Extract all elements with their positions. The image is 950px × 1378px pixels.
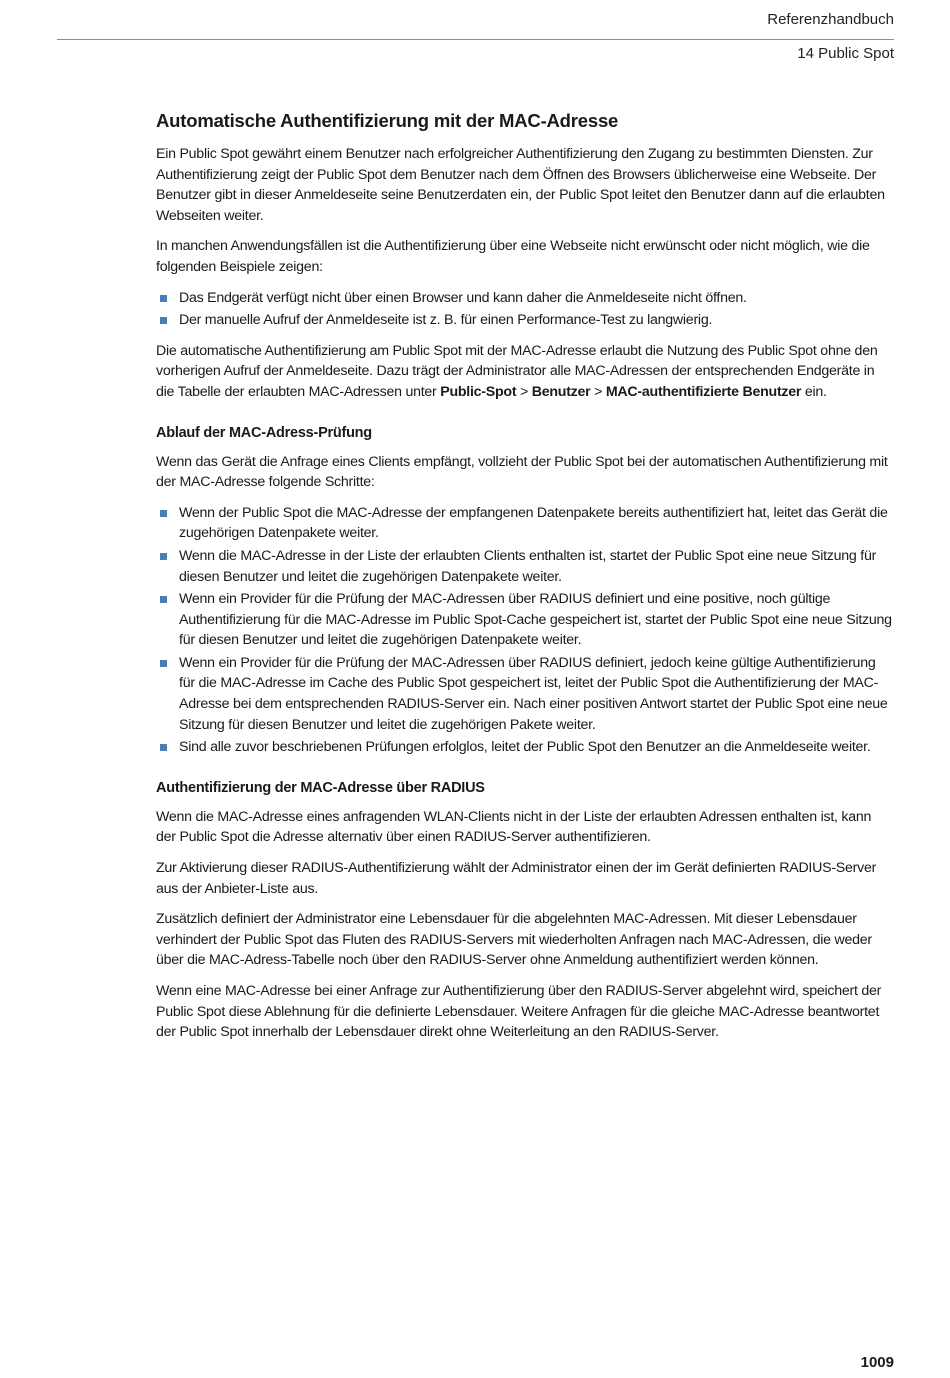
list-item bbox=[156, 310, 894, 331]
page-number: 1009 bbox=[860, 1354, 894, 1371]
list-item bbox=[156, 503, 894, 544]
bullet-icon bbox=[160, 660, 167, 667]
section-title: Automatische Authentifizierung mit der MAC-Adresse bbox=[156, 110, 619, 131]
paragraph-text: Die automatische Authentifizierung am Public Spot mit der MAC-Adresse erlaubt die Nutzung des Public Spot ohne den vorherigen Aufruf der Anmeldeseite. Dazu trägt der Administrator alle MAC-Adressen der entsprechenden Endgeräte in die Tabelle der erlaubten MAC-Adressen unter bbox=[156, 342, 878, 400]
list-item-text: Wenn die MAC-Adresse in der Liste der erlaubten Clients enthalten ist, startet der Public Spot eine neue Sitzung für diesen Benutzer und leitet die zugehörigen Datenpakete weiter. bbox=[179, 547, 877, 585]
path-separator: > bbox=[516, 383, 532, 400]
intro-paragraph-3 bbox=[156, 341, 894, 403]
list-item-text: Der manuelle Aufruf der Anmeldeseite ist z. B. für einen Performance-Test zu langwierig. bbox=[179, 312, 713, 329]
radius-paragraph-3: Zusätzlich definiert der Administrator eine Lebensdauer für die abgelehnten MAC-Adressen. Mit dieser Lebensdauer verhindert der Public Spot das Fluten des RADIUS-Servers mit wiederholten Anfragen nach MAC-Adressen, die weder über die MAC-Adress-Tabelle noch über den RADIUS-Server ohne Anmeldung authentifiziert werden können. bbox=[156, 911, 872, 969]
document-title: Referenzhandbuch bbox=[767, 11, 894, 28]
examples-list bbox=[156, 288, 894, 331]
list-item bbox=[156, 589, 894, 651]
menu-path-mac-users: MAC-authentifizierte Benutzer bbox=[605, 383, 802, 400]
list-item bbox=[156, 737, 894, 758]
radius-paragraph-1: Wenn die MAC-Adresse eines anfragenden WLAN-Clients nicht in der Liste der erlaubten Adressen enthalten ist, kann der Public Spot die Adresse alternativ über einen RADIUS-Server authentifizieren. bbox=[156, 808, 872, 846]
radius-paragraph-4: Wenn eine MAC-Adresse bei einer Anfrage zur Authentifizierung über den RADIUS-Server abgelehnt wird, speichert der Public Spot diese Ablehnung für die definierte Lebensdauer. Weitere Anfragen für die gleiche MAC-Adresse beantwortet der Public Spot innerhalb der Lebensdauer direkt ohne Weiterleitung an den RADIUS-Server. bbox=[156, 983, 882, 1041]
subsection-heading-check: Ablauf der MAC-Adress-Prüfung bbox=[156, 424, 372, 441]
bullet-icon bbox=[160, 744, 167, 751]
list-item-text: Wenn der Public Spot die MAC-Adresse der empfangenen Datenpakete bereits authentifiziert hat, leitet das Gerät die zugehörigen Datenpakete weiter. bbox=[179, 504, 888, 542]
list-item bbox=[156, 546, 894, 587]
list-item bbox=[156, 653, 894, 735]
path-separator: > bbox=[590, 383, 606, 400]
menu-path-public-spot: Public-Spot bbox=[440, 383, 517, 400]
radius-paragraph-2: Zur Aktivierung dieser RADIUS-Authentifizierung wählt der Administrator einen der im Gerät definierten RADIUS-Server aus der Anbieter-Liste aus. bbox=[156, 860, 877, 897]
list-item-text: Sind alle zuvor beschriebenen Prüfungen erfolglos, leitet der Public Spot den Benutzer an die Anmeldeseite weiter. bbox=[179, 739, 871, 756]
list-item-text: Wenn ein Provider für die Prüfung der MAC-Adressen über RADIUS definiert, jedoch keine gültige Authentifizierung für die MAC-Adresse im Cache des Public Spot gespeichert ist, leitet der Public Spot die Authentifizierung der MAC-Adresse bei dem entsprechenden RADIUS-Server ein. Nach einer positiven Antwort startet der Public Spot eine neue Sitzung für diesen Benutzer und leitet die zugehörigen Pakete weiter. bbox=[179, 654, 888, 733]
paragraph-end: ein. bbox=[801, 383, 827, 400]
header-rule bbox=[57, 39, 894, 40]
bullet-icon bbox=[160, 295, 167, 302]
chapter-title: 14 Public Spot bbox=[797, 45, 894, 62]
bullet-icon bbox=[160, 510, 167, 517]
running-header bbox=[767, 10, 894, 64]
intro-paragraph-1: Ein Public Spot gewährt einem Benutzer nach erfolgreicher Authentifizierung den Zugang zu bestimmten Diensten. Zur Authentifizierung zeigt der Public Spot dem Benutzer nach dem Öffnen des Browsers üblicherweise eine Webseite. Der Benutzer gibt in dieser Anmeldeseite seine Benutzerdaten ein, der Public Spot leitet den Benutzer dann auf die erlaubten Webseiten weiter. bbox=[156, 146, 885, 224]
subsection-heading-radius: Authentifizierung der MAC-Adresse über RADIUS bbox=[156, 779, 485, 796]
list-item bbox=[156, 288, 894, 309]
bullet-icon bbox=[160, 596, 167, 603]
menu-path-benutzer: Benutzer bbox=[531, 383, 591, 400]
check-intro: Wenn das Gerät die Anfrage eines Clients empfängt, vollzieht der Public Spot bei der automatischen Authentifizierung mit der MAC-Adresse folgende Schritte: bbox=[156, 453, 888, 491]
bullet-icon bbox=[160, 317, 167, 324]
check-steps-list bbox=[156, 503, 894, 758]
list-item-text: Das Endgerät verfügt nicht über einen Browser und kann daher die Anmeldeseite nicht öffnen. bbox=[179, 289, 747, 306]
list-item-text: Wenn ein Provider für die Prüfung der MAC-Adressen über RADIUS definiert und eine positive, noch gültige Authentifizierung für die MAC-Adresse im Public Spot-Cache gespeichert ist, startet der Public Spot eine neue Sitzung für diesen Benutzer und leitet die zugehörigen Datenpakete weiter. bbox=[179, 591, 892, 649]
bullet-icon bbox=[160, 553, 167, 560]
intro-paragraph-2: In manchen Anwendungsfällen ist die Authentifizierung über eine Webseite nicht erwünscht oder nicht möglich, wie die folgenden Beispiele zeigen: bbox=[156, 238, 870, 275]
page-content bbox=[156, 108, 894, 1053]
